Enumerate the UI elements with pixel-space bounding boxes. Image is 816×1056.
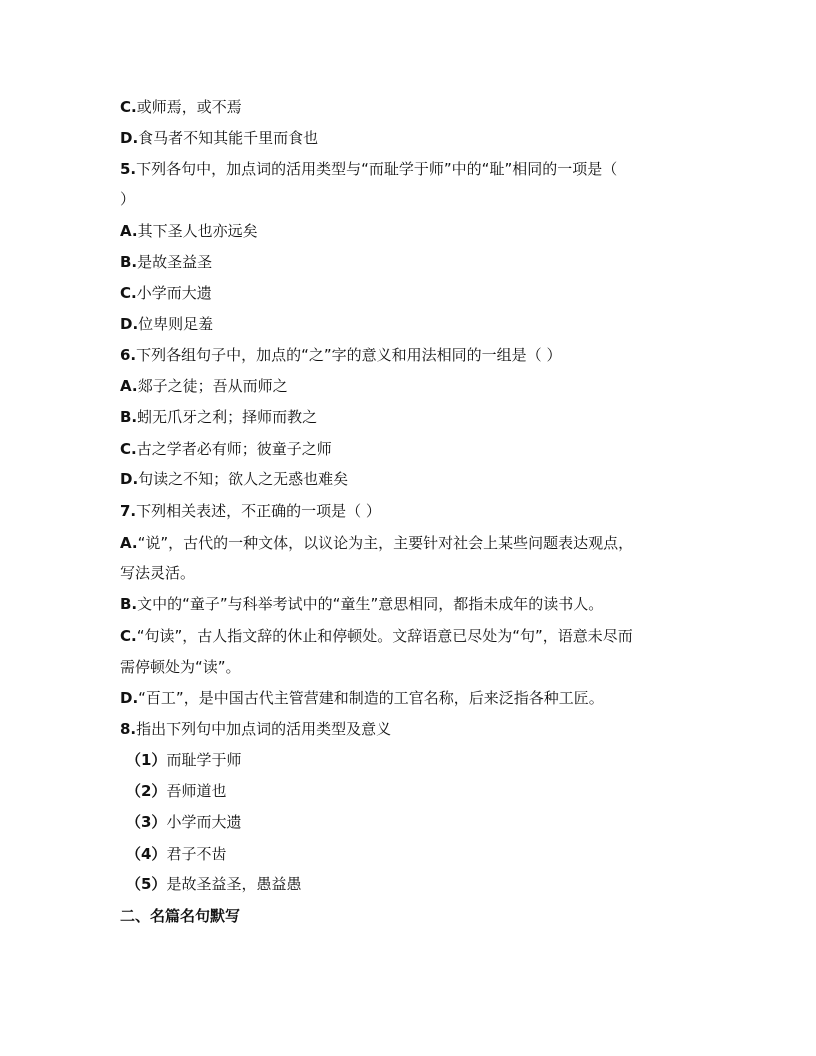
option-c-continuation <box>120 657 241 677</box>
option-b-line <box>120 594 603 614</box>
item-text: 郯子之徒；吾从而师之 <box>137 377 288 395</box>
item-text: 指出下列句中加点词的活用类型及意义 <box>136 720 392 738</box>
item-label: B. <box>120 253 138 271</box>
option-d-line <box>120 688 604 708</box>
sub-item-1 <box>126 750 241 770</box>
item-label: D. <box>120 129 139 147</box>
item-text: 写法灵活。 <box>120 564 196 582</box>
item-label: C. <box>120 98 137 116</box>
item-label: （4） <box>126 845 167 863</box>
item-label: （3） <box>126 813 167 831</box>
item-text: 而耻学于师 <box>166 751 242 769</box>
item-label: 7. <box>120 502 137 520</box>
item-label: B. <box>120 595 138 613</box>
question-8 <box>120 719 391 739</box>
item-label: 5. <box>120 160 137 178</box>
item-text: 是故圣益圣，愚益愚 <box>166 875 302 893</box>
item-text: 古之学者必有师；彼童子之师 <box>136 440 332 458</box>
sub-item-4 <box>126 844 226 864</box>
item-label: （2） <box>126 782 167 800</box>
item-text: 位卑则足羞 <box>138 315 214 333</box>
item-text: 句读之不知；欲人之无惑也难矣 <box>138 470 349 488</box>
item-text: 其下圣人也亦远矣 <box>137 222 258 240</box>
item-text: 食马者不知其能千里而食也 <box>138 129 319 147</box>
item-label: （5） <box>126 875 167 893</box>
item-label: A. <box>120 377 138 395</box>
option-c-line <box>120 439 332 459</box>
item-label: C. <box>120 284 137 302</box>
item-text: 小学而大遗 <box>166 813 242 831</box>
item-label: 6. <box>120 346 137 364</box>
option-b-line <box>120 252 212 272</box>
item-text: 下列相关表述，不正确的一项是（ ） <box>136 502 381 520</box>
sub-item-5 <box>126 874 301 894</box>
item-label: 8. <box>120 720 137 738</box>
item-text: 下列各组句子中，加点的“之”字的意义和用法相同的一组是（ ） <box>136 346 562 364</box>
question-6 <box>120 345 561 365</box>
item-text: 吾师道也 <box>166 782 227 800</box>
option-b-line <box>120 407 317 427</box>
item-label: C. <box>120 440 137 458</box>
option-a-line <box>120 533 633 553</box>
question-5 <box>120 159 617 179</box>
option-a-line <box>120 221 258 241</box>
item-text: “说”，古代的一种文体，以议论为主，主要针对社会上某些问题表达观点， <box>137 534 634 552</box>
item-text: 文中的“童子”与科举考试中的“童生”意思相同，都指未成年的读书人。 <box>137 595 604 613</box>
item-text: 需停顿处为“读”。 <box>120 658 241 676</box>
item-label: D. <box>120 689 139 707</box>
option-d-line <box>120 128 318 148</box>
item-text: 小学而大遗 <box>136 284 212 302</box>
option-d-line <box>120 469 348 489</box>
option-a-line <box>120 376 288 396</box>
item-text: “句读”，古人指文辞的休止和停顿处。文辞语意已尽处为“句”，语意未尽而 <box>136 627 633 645</box>
item-text: “百工”，是中国古代主管营建和制造的工官名称，后来泛指各种工匠。 <box>138 689 604 707</box>
item-label: C. <box>120 627 137 645</box>
option-c-line <box>120 626 633 646</box>
item-label: D. <box>120 470 139 488</box>
question-7 <box>120 501 381 521</box>
item-text: 或师焉，或不焉 <box>136 98 242 116</box>
item-label: （1） <box>126 751 167 769</box>
item-text: 下列各句中，加点词的活用类型与“而耻学于师”中的“耻”相同的一项是（ <box>136 160 618 178</box>
item-label: A. <box>120 534 138 552</box>
sub-item-3 <box>126 812 241 832</box>
item-label: B. <box>120 408 138 426</box>
option-c-line <box>120 283 212 303</box>
option-d-line <box>120 314 213 334</box>
item-text: 是故圣益圣 <box>137 253 213 271</box>
item-text: ） <box>120 190 136 208</box>
item-label: A. <box>120 222 138 240</box>
section-heading: 二、名篇名句默写 <box>120 907 241 925</box>
question-5-continuation <box>120 189 135 209</box>
sub-item-2 <box>126 781 226 801</box>
item-text: 君子不齿 <box>166 845 227 863</box>
option-a-continuation <box>120 563 195 583</box>
item-text: 蚓无爪牙之利；择师而教之 <box>137 408 318 426</box>
option-c-line <box>120 97 242 117</box>
item-label: D. <box>120 315 139 333</box>
